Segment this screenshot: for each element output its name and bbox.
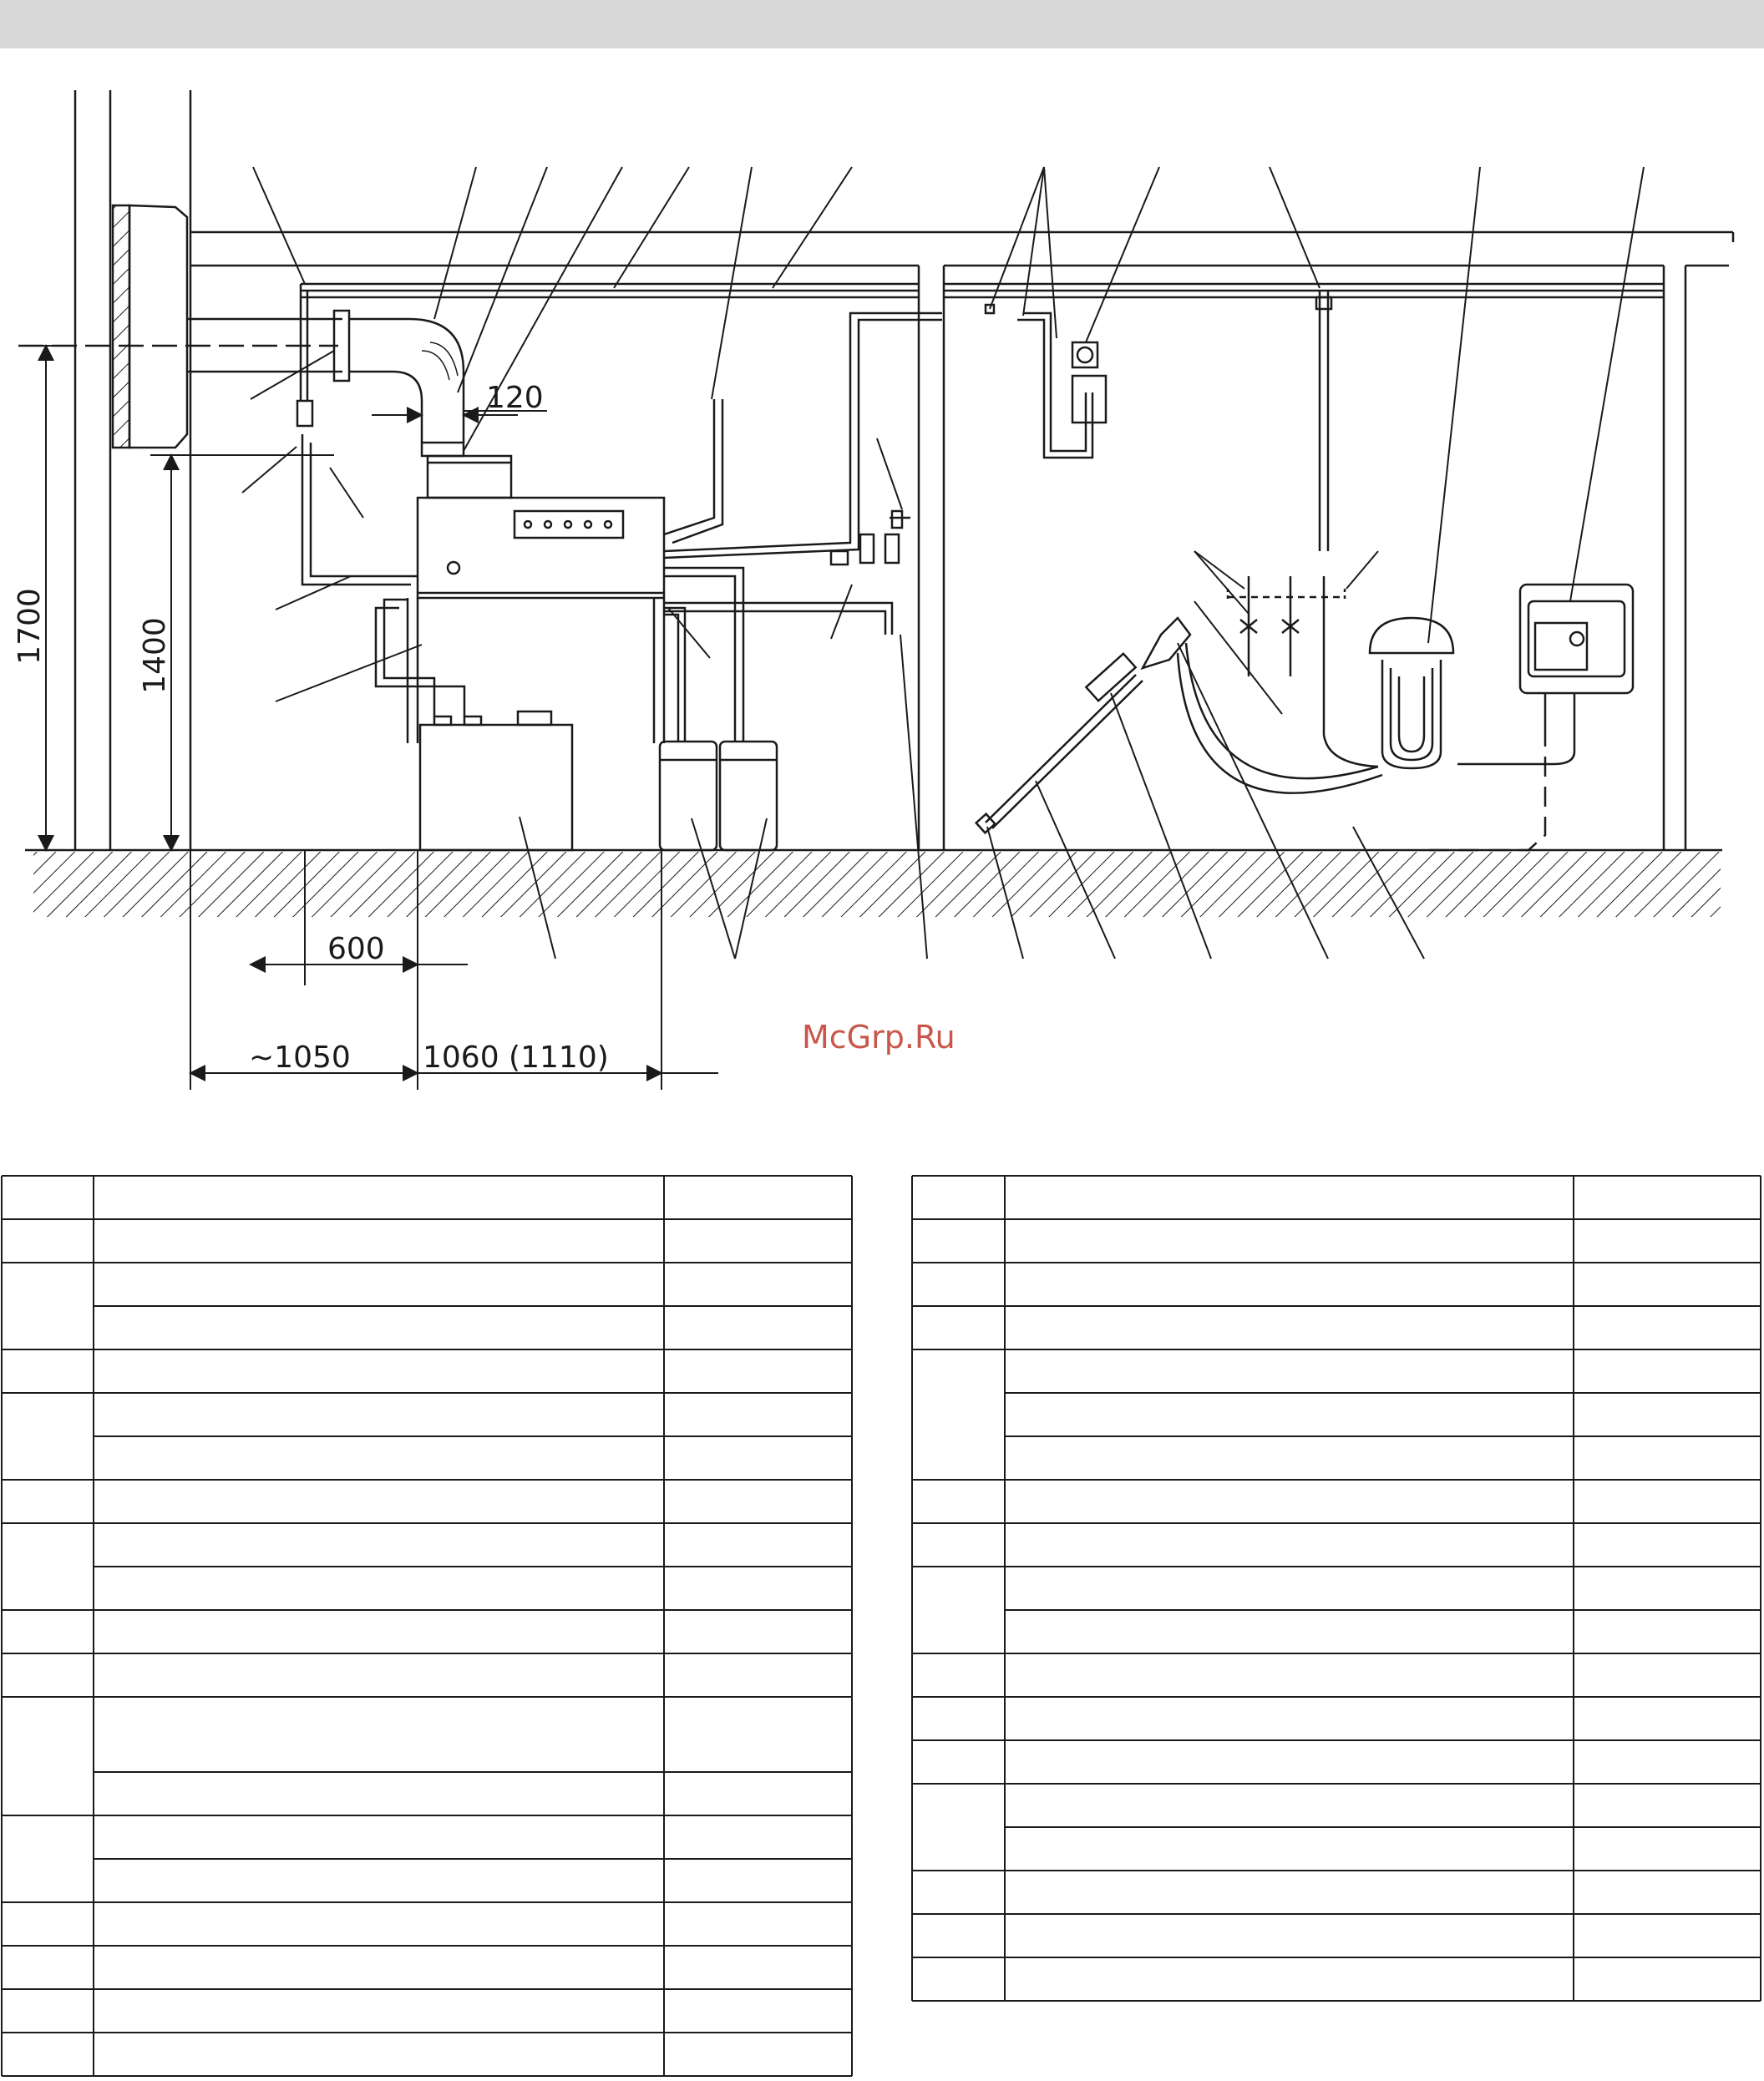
parts-tables: [0, 1169, 1764, 2081]
left-parts-table: [2, 1176, 852, 2076]
watermark: McGrp.Ru: [802, 1019, 956, 1056]
dimension-600: 600: [327, 932, 385, 966]
dimension-1700: 1700: [13, 588, 47, 665]
heater-burner: [428, 456, 511, 498]
floor: [25, 850, 1722, 917]
header-band: [0, 0, 1764, 48]
spray-lance: [976, 618, 1382, 833]
detergent-canisters: [660, 742, 777, 850]
chimney-wall: [113, 205, 187, 448]
pressure-washer-unit: [408, 498, 664, 743]
dimension-120: 120: [486, 381, 544, 415]
right-parts-table: [912, 1176, 1761, 2001]
installation-diagram: [0, 48, 1764, 1167]
ceiling-ring-main: [297, 284, 1664, 551]
water-tank: [420, 711, 572, 850]
valve-assemblies: [1228, 576, 1345, 676]
dimension-lines: [25, 346, 718, 1090]
dimension-1400: 1400: [138, 617, 172, 694]
dimension-1060: 1060 (1110): [423, 1040, 609, 1075]
remote-control-box: [1420, 585, 1633, 850]
hose-reel: [1324, 618, 1453, 768]
dimension-1050: ~1050: [249, 1040, 351, 1075]
flue-pipe: [18, 311, 464, 456]
building-structure: [75, 90, 1733, 850]
